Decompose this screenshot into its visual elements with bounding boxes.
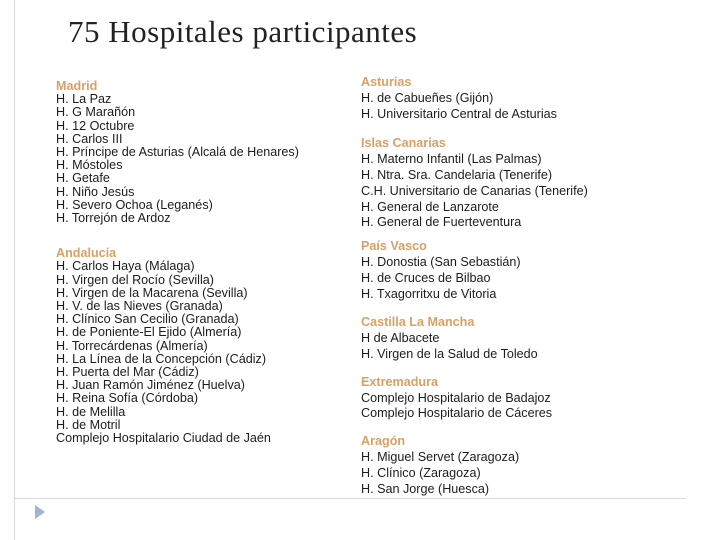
hospital-item: H. de Cabueñes (Gijón) <box>361 90 494 105</box>
hospital-item: H. Virgen de la Salud de Toledo <box>361 346 538 361</box>
hospital-item: H. Ntra. Sra. Candelaria (Tenerife) <box>361 167 553 182</box>
hospital-item: H. Príncipe de Asturias (Alcalá de Henares) <box>56 145 299 160</box>
hospital-item: H. Materno Infantil (Las Palmas) <box>361 152 542 167</box>
hospital-item: H. Getafe <box>56 171 110 186</box>
arrow-bullet-icon <box>35 505 45 519</box>
hospital-item: H. Virgen de la Macarena (Sevilla) <box>56 285 248 300</box>
hospital-item: H. La Línea de la Concepción (Cádiz) <box>56 351 267 366</box>
hospital-item: H. 12 Octubre <box>56 118 135 133</box>
region-group-aragon <box>361 434 588 497</box>
hospital-item: H. de Motril <box>56 417 121 432</box>
region-heading: Extremadura <box>361 374 438 389</box>
region-heading: Madrid <box>56 79 98 93</box>
hospital-item: H. General de Fuerteventura <box>361 215 522 230</box>
left-column <box>56 80 299 445</box>
region-heading: Aragón <box>361 434 406 449</box>
hospital-item: H. de Poniente-El Ejido (Almería) <box>56 325 242 340</box>
hospital-item: H. Miguel Servet (Zaragoza) <box>361 449 520 464</box>
region-group-madrid <box>56 80 299 225</box>
left-border-line <box>14 0 15 540</box>
hospital-item: H. V. de las Nieves (Granada) <box>56 299 223 314</box>
hospital-item: H. Universitario Central de Asturias <box>361 106 557 121</box>
hospital-item: H. Torrecárdenas (Almería) <box>56 338 208 353</box>
hospital-item: H. Niño Jesús <box>56 184 135 199</box>
region-heading: Andalucía <box>56 246 117 261</box>
hospital-item: H. Móstoles <box>56 158 123 173</box>
hospital-item: Complejo Hospitalario Ciudad de Jaén <box>56 431 271 446</box>
hospital-item: H. Puerta del Mar (Cádiz) <box>56 365 199 380</box>
hospital-item: C.H. Universitario de Canarias (Tenerife) <box>361 183 588 198</box>
hospital-item: H. Donostia (San Sebastián) <box>361 254 521 269</box>
hospital-item: H. General de Lanzarote <box>361 199 499 214</box>
region-group-extremadura <box>361 375 588 422</box>
hospital-item: Complejo Hospitalario de Badajoz <box>361 390 551 405</box>
region-heading: Asturias <box>361 75 412 89</box>
region-group-castilla-la-mancha <box>361 315 588 362</box>
hospital-item: H. G Marañón <box>56 105 136 120</box>
region-heading: País Vasco <box>361 239 427 254</box>
hospital-item: H de Albacete <box>361 331 440 346</box>
right-column <box>361 75 588 497</box>
hospital-item: H. Reina Sofía (Córdoba) <box>56 391 199 406</box>
region-heading: Castilla La Mancha <box>361 315 475 330</box>
region-group-canarias <box>361 136 588 231</box>
page-title: 75 Hospitales participantes <box>68 14 418 49</box>
hospital-item: H. Clínico San Cecilio (Granada) <box>56 312 239 327</box>
hospital-item: H. Txagorritxu de Vitoria <box>361 286 497 301</box>
region-group-asturias <box>361 75 588 122</box>
region-heading: Islas Canarias <box>361 136 446 151</box>
hospital-item: Complejo Hospitalario de Cáceres <box>361 406 553 421</box>
region-group-pais-vasco <box>361 239 588 302</box>
hospital-item: H. Severo Ochoa (Leganés) <box>56 197 213 212</box>
region-group-andalucia <box>56 247 299 445</box>
hospital-item: H. La Paz <box>56 92 112 107</box>
hospital-item: H. Torrejón de Ardoz <box>56 211 171 226</box>
hospital-item: H. Juan Ramón Jiménez (Huelva) <box>56 378 245 393</box>
hospital-item: H. Virgen del Rocío (Sevilla) <box>56 272 214 287</box>
hospital-item: H. Carlos III <box>56 131 123 146</box>
hospital-item: H. San Jorge (Huesca) <box>361 481 490 496</box>
hospital-item: H. Carlos Haya (Málaga) <box>56 259 195 274</box>
bottom-border-line <box>14 498 686 499</box>
hospital-item: H. de Melilla <box>56 404 126 419</box>
hospital-item: H. de Cruces de Bilbao <box>361 270 491 285</box>
hospital-item: H. Clínico (Zaragoza) <box>361 465 481 480</box>
